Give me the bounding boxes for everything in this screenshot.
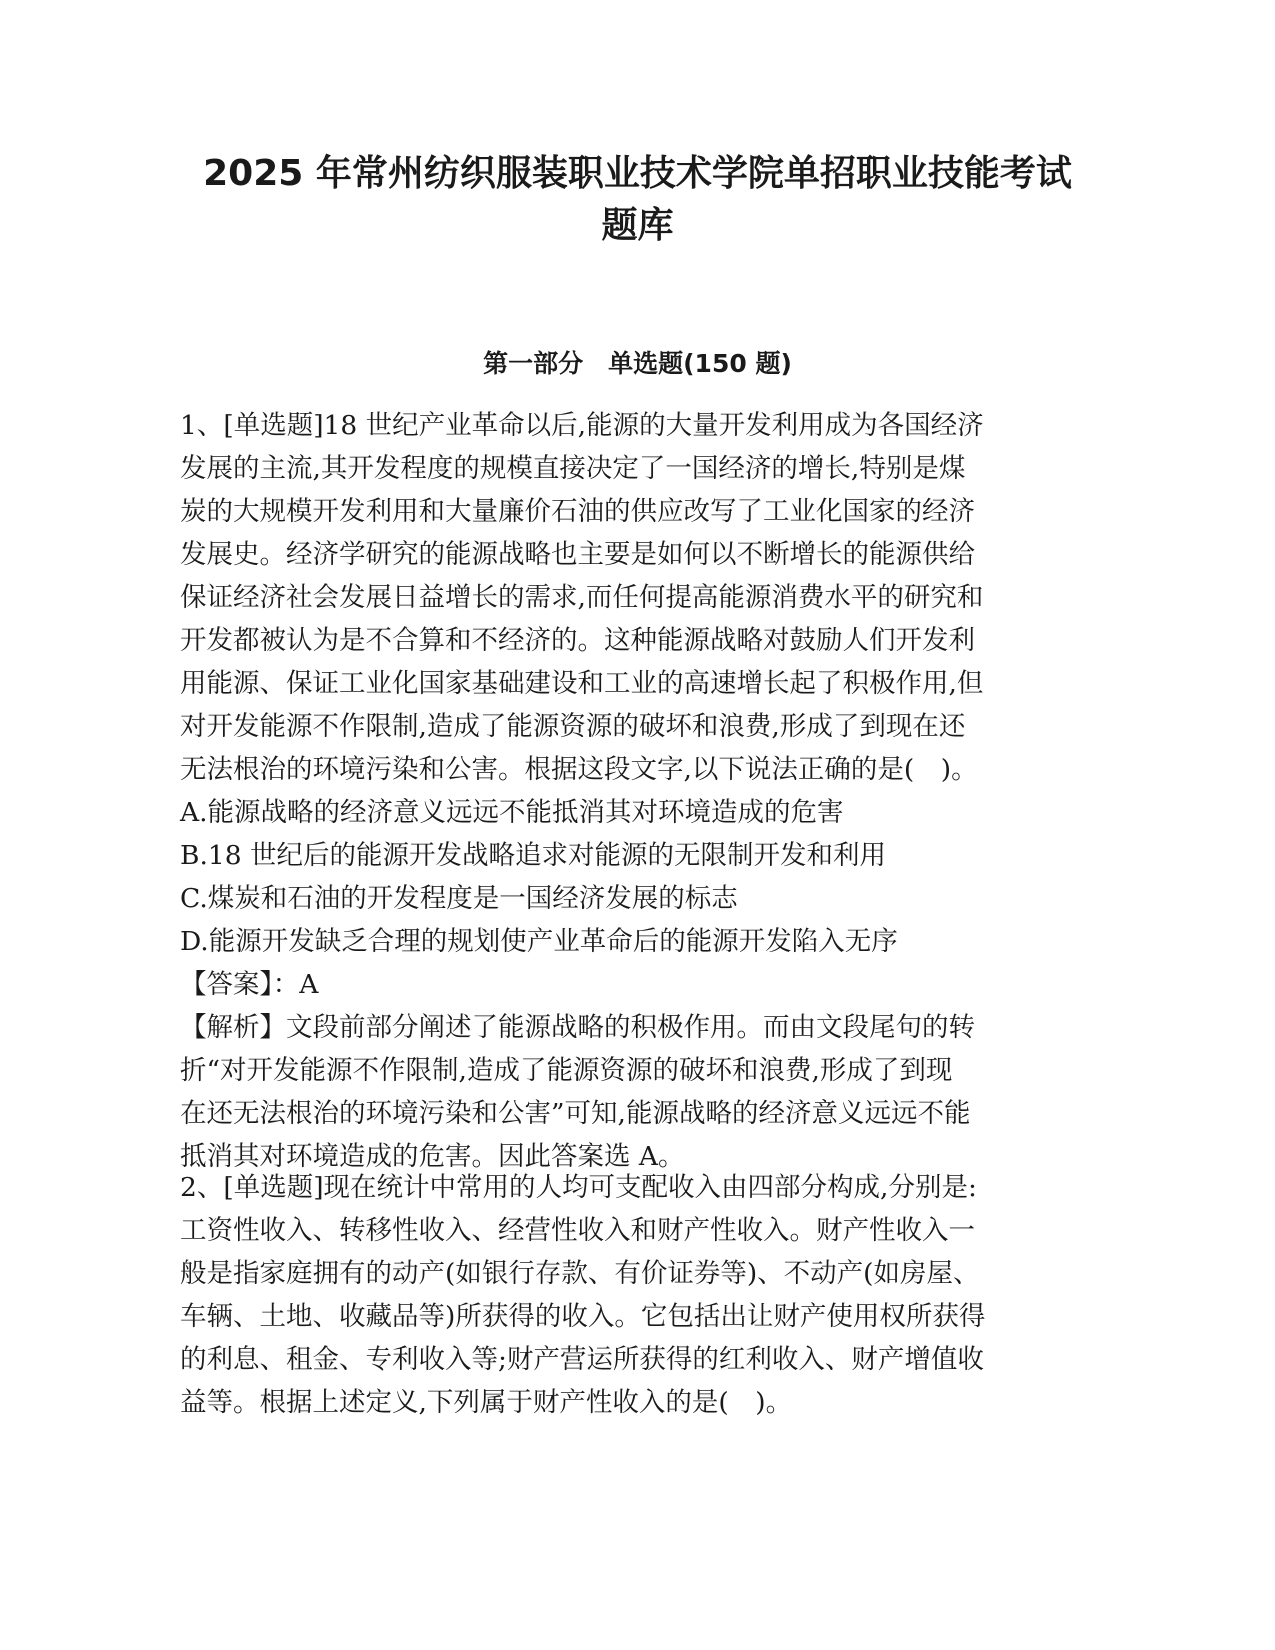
question-stem-line: 保证经济社会发展日益增长的需求,而任何提高能源消费水平的研究和: [180, 582, 984, 613]
question-2-stem: [180, 1166, 1100, 1424]
question-2: [180, 1166, 1100, 1424]
answer-line: 【答案】：A: [180, 969, 319, 1000]
question-stem-line: 益等。根据上述定义,下列属于财产性收入的是( )。: [180, 1387, 793, 1418]
question-1-analysis: [180, 1006, 1100, 1178]
question-stem-line: 的利息、租金、专利收入等;财产营运所获得的红利收入、财产增值收: [180, 1344, 984, 1375]
question-stem-line: 开发都被认为是不合算和不经济的。这种能源战略对鼓励人们开发利: [180, 625, 975, 656]
document-title-line-2: 题库: [601, 205, 674, 246]
option-c: C.煤炭和石油的开发程度是一国经济发展的标志: [180, 883, 738, 914]
question-stem-line: 无法根治的环境污染和公害。根据这段文字,以下说法正确的是( )。: [180, 754, 978, 785]
analysis-line: 【解析】文段前部分阐述了能源战略的积极作用。而由文段尾句的转: [180, 1012, 975, 1043]
question-1: [180, 404, 1100, 1178]
question-stem-line: 用能源、保证工业化国家基础建设和工业的高速增长起了积极作用,但: [180, 668, 984, 699]
document-title: [180, 148, 1095, 252]
section-heading: 第一部分 单选题(150 题): [483, 349, 792, 378]
question-stem-line: 对开发能源不作限制,造成了能源资源的破坏和浪费,形成了到现在还: [180, 711, 966, 742]
question-stem-line: 2、[单选题]现在统计中常用的人均可支配收入由四部分构成,分别是:: [180, 1172, 977, 1203]
question-stem-line: 车辆、土地、收藏品等)所获得的收入。它包括出让财产使用权所获得: [180, 1301, 986, 1332]
question-stem-line: 发展的主流,其开发程度的规模直接决定了一国经济的增长,特别是煤: [180, 453, 966, 484]
question-stem-line: 炭的大规模开发利用和大量廉价石油的供应改写了工业化国家的经济: [180, 496, 975, 527]
option-b: B.18 世纪后的能源开发战略追求对能源的无限制开发和利用: [180, 840, 887, 871]
question-stem-line: 发展史。经济学研究的能源战略也主要是如何以不断增长的能源供给: [180, 539, 975, 570]
analysis-line: 在还无法根治的环境污染和公害”可知,能源战略的经济意义远远不能: [180, 1098, 971, 1129]
question-stem-line: 般是指家庭拥有的动产(如银行存款、有价证券等)、不动产(如房屋、: [180, 1258, 980, 1289]
analysis-line: 抵消其对环境造成的危害。因此答案选 A。: [180, 1141, 685, 1172]
question-stem-line: 工资性收入、转移性收入、经营性收入和财产性收入。财产性收入一: [180, 1215, 975, 1246]
option-a: A.能源战略的经济意义远远不能抵消其对环境造成的危害: [180, 797, 844, 828]
question-1-options: [180, 791, 1100, 963]
question-stem-line: 1、[单选题]18 世纪产业革命以后,能源的大量开发利用成为各国经济: [180, 410, 984, 441]
question-1-stem: [180, 404, 1100, 791]
analysis-line: 折“对开发能源不作限制,造成了能源资源的破坏和浪费,形成了到现: [180, 1055, 953, 1086]
option-d: D.能源开发缺乏合理的规划使产业革命后的能源开发陷入无序: [180, 926, 898, 957]
document-title-line-1: 2025 年常州纺织服装职业技术学院单招职业技能考试: [203, 153, 1072, 194]
